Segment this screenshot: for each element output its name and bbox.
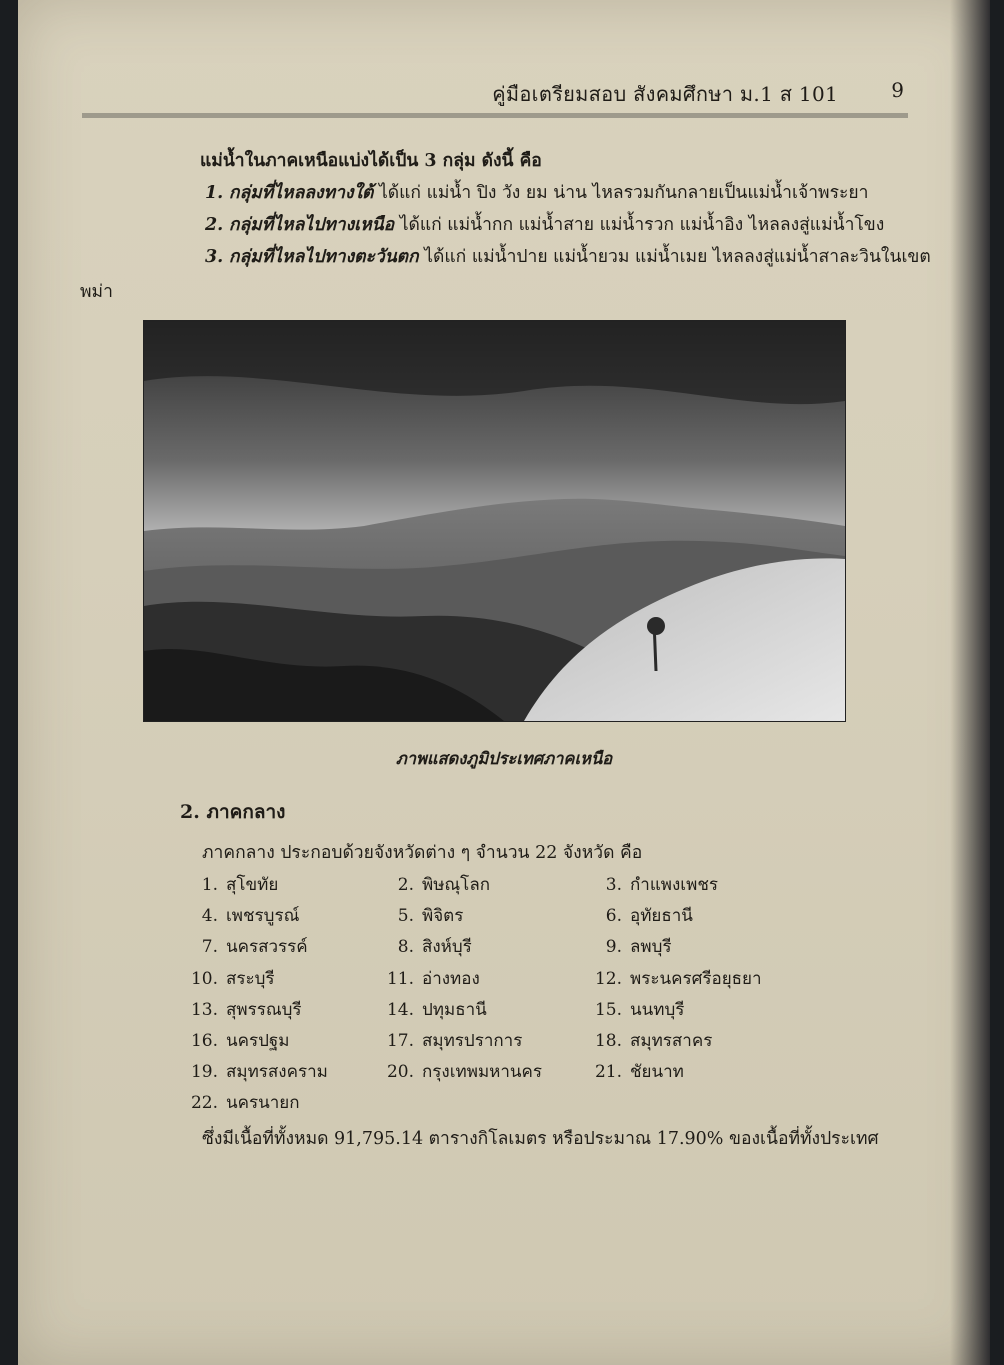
province-item [584, 933, 672, 960]
province-name: นครปฐม [226, 1031, 290, 1051]
river-item-2 [205, 210, 884, 238]
province-name: พิจิตร [422, 906, 464, 927]
area-summary: ซึ่งมีเนื้อที่ทั้งหมด 91,795.14 ตารางกิโลเมตร หรือประมาณ 17.90% ของเนื้อที่ทั้งประเทศ [202, 1129, 879, 1149]
province-name: สระบุรี [226, 968, 275, 989]
river-item-num: 2. [205, 215, 224, 235]
province-item [180, 996, 302, 1023]
river-item-label: กลุ่มที่ไหลไปทางเหนือ [228, 215, 395, 235]
river-item-label: กลุ่มที่ไหลไปทางตะวันตก [228, 247, 419, 267]
province-name: สมุทรปราการ [422, 1031, 523, 1051]
province-name: อ่างทอง [422, 968, 480, 989]
section-heading: 2. ภาคกลาง [180, 801, 286, 823]
province-item [584, 902, 693, 929]
province-name: ชัยนาท [630, 1062, 684, 1083]
province-number: 3. [605, 875, 622, 895]
province-item [376, 996, 487, 1023]
province-item [584, 965, 762, 992]
province-item [180, 1027, 290, 1054]
province-name: สุโขทัย [226, 875, 279, 895]
photo-caption: ภาพแสดงภูมิประเทศภาคเหนือ [395, 749, 613, 768]
province-item [180, 933, 308, 960]
province-name: กรุงเทพมหานคร [422, 1062, 543, 1083]
province-number: 1. [201, 875, 218, 895]
province-number: 17. [386, 1031, 414, 1051]
province-item [584, 1058, 684, 1085]
province-number: 14. [386, 999, 414, 1020]
province-name: ลพบุรี [630, 937, 672, 958]
province-item [180, 871, 278, 898]
rivers-continuation: พม่า [80, 282, 113, 302]
province-item [376, 1058, 542, 1085]
river-item-text: ได้แก่ แม่น้ำปาย แม่น้ำยวม แม่น้ำเมย ไหลลงสู่แม่น้ำสาละวินในเขต [418, 247, 931, 267]
province-number: 20. [386, 1062, 414, 1083]
province-number: 6. [605, 906, 622, 927]
section-intro: ภาคกลาง ประกอบด้วยจังหวัดต่าง ๆ จำนวน 22 จังหวัด คือ [202, 843, 643, 863]
landscape-photo [143, 320, 846, 722]
province-name: กำแพงเพชร [630, 875, 718, 895]
province-item [376, 1027, 522, 1054]
province-number: 18. [594, 1031, 622, 1051]
river-item-1 [205, 178, 868, 206]
province-number: 4. [201, 906, 218, 927]
province-number: 12. [594, 968, 622, 989]
river-item-text: ได้แก่ แม่น้ำกก แม่น้ำสาย แม่น้ำรวก แม่น้ำอิง ไหลลงสู่แม่น้ำโขง [394, 215, 885, 235]
province-name: พิษณุโลก [422, 875, 491, 895]
river-item-3 [205, 242, 931, 270]
province-name: นครนายก [226, 1093, 300, 1114]
province-number: 9. [605, 937, 622, 958]
province-number: 19. [190, 1062, 218, 1083]
province-name: นนทบุรี [630, 999, 685, 1020]
province-name: นครสวรรค์ [226, 937, 308, 958]
page-edge-shadow [950, 0, 990, 1365]
province-item [180, 1089, 300, 1116]
province-item [180, 965, 275, 992]
province-number: 7. [201, 937, 218, 958]
province-name: สมุทรสงคราม [226, 1062, 328, 1083]
province-name: พระนครศรีอยุธยา [630, 968, 762, 989]
mountain-landscape-illustration [144, 321, 845, 721]
rivers-heading: แม่น้ำในภาคเหนือแบ่งได้เป็น 3 กลุ่ม ดังนี้ คือ [200, 151, 542, 171]
province-name: สมุทรสาคร [630, 1031, 713, 1051]
province-item [180, 1058, 328, 1085]
river-item-text: ได้แก่ แม่น้ำ ปิง วัง ยม น่าน ไหลรวมกันกลายเป็นแม่น้ำเจ้าพระยา [373, 183, 869, 203]
province-number: 21. [594, 1062, 622, 1083]
page-number: 9 [891, 78, 904, 102]
book-page [18, 0, 990, 1365]
province-item [376, 933, 472, 960]
river-item-num: 1. [205, 183, 224, 203]
province-item [584, 871, 718, 898]
province-item [376, 965, 480, 992]
river-item-num: 3. [205, 247, 224, 267]
province-name: สุพรรณบุรี [226, 999, 302, 1020]
header-title: คู่มือเตรียมสอบ สังคมศึกษา ม.1 ส 101 [492, 82, 838, 106]
province-item [180, 902, 299, 929]
province-name: อุทัยธานี [630, 906, 693, 927]
running-header [18, 78, 906, 106]
province-number: 11. [386, 968, 414, 989]
province-item [584, 1027, 712, 1054]
province-number: 16. [190, 1031, 218, 1051]
river-item-label: กลุ่มที่ไหลลงทางใต้ [228, 183, 374, 203]
province-number: 22. [190, 1093, 218, 1114]
province-number: 2. [397, 875, 414, 895]
province-name: สิงห์บุรี [422, 937, 472, 958]
province-number: 8. [397, 937, 414, 958]
province-item [584, 996, 684, 1023]
province-number: 15. [594, 999, 622, 1020]
province-number: 5. [397, 906, 414, 927]
province-item [376, 871, 490, 898]
province-number: 13. [190, 999, 218, 1020]
province-name: ปทุมธานี [422, 999, 487, 1020]
province-number: 10. [190, 968, 218, 989]
province-item [376, 902, 463, 929]
header-rule [82, 113, 908, 118]
province-name: เพชรบูรณ์ [226, 906, 300, 927]
